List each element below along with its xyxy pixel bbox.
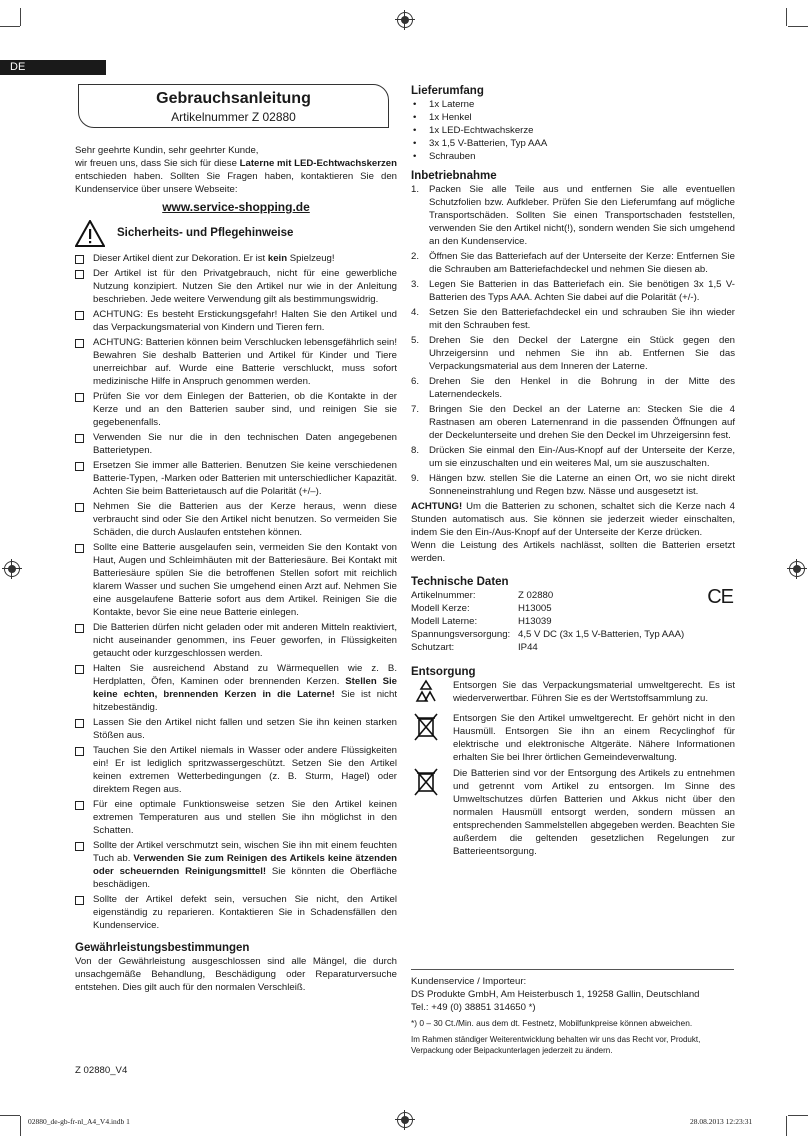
step-number: 8.: [411, 445, 420, 456]
safety-item: [75, 252, 397, 265]
crop-mark: [20, 1116, 21, 1136]
slug-right: 28.08.2013 12:23:31: [690, 1117, 753, 1126]
safety-text: Für eine optimale Funktionsweise setzen Sie den Artikel keinen extremen Temperaturen aus und stellen Sie ihn möglichst in den Schatten.: [93, 799, 397, 836]
safety-item: [75, 744, 397, 796]
safety-item: [75, 459, 397, 498]
tech-row: [411, 602, 684, 615]
intro-text: wir freuen uns, dass Sie sich für diese: [75, 158, 240, 169]
title-box: [78, 84, 389, 128]
registration-mark-icon: [397, 12, 413, 28]
step-text: Packen Sie alle Teile aus und entfernen Sie alle eventuellen Schutzfolien bzw. Aufkleber. Prüfen Sie den Lieferumfang auf mögliche Transportschäden. Sollten Sie einen Transportschaden feststellen, verwenden Sie den Artikel nicht(!), sondern wenden Sie sich umgehend an den Kundenservice.: [429, 184, 735, 247]
tech-value: H13039: [518, 616, 552, 627]
step-text: Legen Sie Batterien in das Batteriefach ein. Sie benötigen 3x 1,5 V-Batterien des Typs AAA. Achten Sie dabei auf die Polarität (+/-).: [429, 279, 735, 303]
scope-item: • 3x 1,5 V-Batterien, Typ AAA: [411, 137, 735, 150]
service-line: Kundenservice / Importeur:: [411, 976, 527, 987]
checkbox-icon: [75, 339, 84, 348]
crop-mark: [20, 8, 21, 26]
checkbox-icon: [75, 801, 84, 810]
safety-text: Sollte der Artikel defekt sein, versuchen Sie nicht, den Artikel eigenständig zu reparieren. Kontaktieren Sie in Schadensfällen den Kundenservice.: [93, 894, 397, 931]
checkbox-icon: [75, 896, 84, 905]
tech-value: IP44: [518, 642, 538, 653]
step-number: 2.: [411, 251, 420, 262]
note-text: Um die Batterien zu schonen, schaltet sich die Kerze nach 4 Stunden automatisch aus. Sie können sie jederzeit wieder einschalten, indem Sie den Ein-/Aus-Knopf auf der Unterseite der Kerze drücken.: [411, 501, 735, 538]
safety-list: [75, 252, 397, 932]
crop-mark: [788, 1115, 808, 1116]
safety-text: Verwenden Sie nur die in den technischen Daten angegebenen Batterietypen.: [93, 432, 397, 456]
safety-text: Der Artikel ist für den Privatgebrauch, nicht für eine gewerbliche Nutzung konzipiert. Nutzen Sie den Artikel nur wie in der Anleitung beschrieben. Jede weitere Verwendung gilt als bestimmungswidrig.: [93, 268, 397, 305]
setup-step: [411, 334, 735, 373]
safety-item: [75, 621, 397, 660]
registration-mark-icon: [789, 561, 805, 577]
step-text: Drehen Sie den Deckel der Latergne ein Stück gegen den Uhrzeigersinn und nehmen Sie ihn ab. Entfernen Sie das Verpackungsmaterial aus dem Inneren der Laterne.: [429, 335, 735, 372]
intro-text-2: entschieden haben. Sollten Sie Fragen haben, kontaktieren Sie den Kundenservice über unsere Webseite:: [75, 171, 397, 195]
registration-mark-icon: [397, 1112, 413, 1128]
step-text: Hängen bzw. stellen Sie die Laterne an einen Ort, wo sie nicht direkt Sonneneinstrahlung und Regen bzw. Nässe und ausgesetzt ist.: [429, 473, 735, 497]
checkbox-icon: [75, 311, 84, 320]
checkbox-icon: [75, 719, 84, 728]
step-text: Setzen Sie den Batteriefachdeckel ein und schrauben Sie ihn wieder mit den Schrauben fest.: [429, 307, 735, 331]
step-number: 9.: [411, 473, 420, 484]
intro-paragraph: [75, 157, 397, 196]
scope-item: • 1x LED-Echtwachskerze: [411, 124, 735, 137]
tech-key: Modell Kerze:: [411, 603, 470, 614]
safety-emphasis: Stellen Sie keine echten, brennenden Kerzen in die Laterne!: [93, 676, 397, 700]
scope-heading: Lieferumfang: [411, 85, 484, 97]
safety-text: ACHTUNG: Es besteht Erstickungsgefahr! Halten Sie den Artikel und das Verpackungsmaterial von Kindern und Tieren fern.: [93, 309, 397, 333]
scope-item: • 1x Laterne: [411, 98, 735, 111]
step-text: Drücken Sie einmal den Ein-/Aus-Knopf auf der Unterseite der Kerze, um sie einzuschalten und ein weiteres Mal, um sie auszuschalten.: [429, 445, 735, 469]
checkbox-icon: [75, 434, 84, 443]
safety-item: [75, 716, 397, 742]
divider: [411, 969, 734, 970]
safety-text: Die Batterien dürfen nicht geladen oder mit anderen Mitteln reaktiviert, nicht auseinander genommen, ins Feuer geworfen, in Flüssigkeiten getaucht oder kurzgeschlossen werden.: [93, 622, 397, 659]
tech-key: Spannungsversorgung:: [411, 629, 511, 640]
safety-text: Prüfen Sie vor dem Einlegen der Batterien, ob die Kontakte in der Kerze und an den Batterien sauber sind, und reinigen Sie sie gegebenenfalls.: [93, 391, 397, 428]
setup-step: [411, 278, 735, 304]
step-number: 6.: [411, 376, 420, 387]
recycle-icon: [413, 679, 439, 705]
safety-emphasis: kein: [267, 253, 288, 264]
checkbox-icon: [75, 544, 84, 553]
step-number: 5.: [411, 335, 420, 346]
crop-mark: [0, 26, 20, 27]
doc-code: Z 02880_V4: [75, 1065, 128, 1076]
safety-text: Tauchen Sie den Artikel niemals in Wasser oder andere Flüssigkeiten ein! Er ist lediglich spritzwassergeschützt. Setzen Sie den Artikel keinen extremen Wetterbedingungen (z. B. Sturm, Hagel) oder direktem Regen aus.: [93, 745, 397, 795]
registration-mark-icon: [4, 561, 20, 577]
safety-item: [75, 431, 397, 457]
tech-value: H13005: [518, 603, 552, 614]
service-line: DS Produkte GmbH, Am Heisterbusch 1, 19258 Gallin, Deutschland: [411, 989, 700, 1000]
checkbox-icon: [75, 393, 84, 402]
step-text: Drehen Sie den Henkel in die Bohrung in der Mitte des Laternendeckels.: [429, 376, 735, 400]
warranty-heading: Gewährleistungsbestimmungen: [75, 942, 250, 954]
disposal-batteries-text: Die Batterien sind vor der Entsorgung des Artikels zu entnehmen und getrennt vom Artikel zu entsorgen. Im Sinne des Umweltschutzes dürfen Batterien und Akkus nicht über den normalen Hausmüll entsorgt werden, sondern müssen an entsprechenden Sammelstellen abgegeben werden. Beachten Sie außerdem die geltenden gesetzlichen Regelungen zur Batterieentsorgung.: [453, 768, 735, 857]
setup-step: [411, 403, 735, 442]
checkbox-icon: [75, 503, 84, 512]
step-number: 1.: [411, 184, 420, 195]
setup-note: [411, 500, 735, 539]
article-number: Artikelnummer Z 02880: [171, 110, 296, 124]
step-number: 7.: [411, 404, 420, 415]
warning-icon: [75, 220, 105, 247]
language-tab: DE: [0, 60, 106, 75]
safety-item: [75, 267, 397, 306]
intro-product: Laterne mit LED-Echtwachskerzen: [239, 158, 397, 169]
setup-list: [411, 183, 735, 498]
tech-key: Schutzart:: [411, 642, 455, 653]
safety-emphasis: Verwenden Sie zum Reinigen des Artikels keine ätzenden oder scheuernden Reinigungsmittel!: [93, 853, 398, 877]
greeting: Sehr geehrte Kundin, sehr geehrter Kunde,: [75, 145, 259, 156]
disposal-batteries: [411, 767, 735, 858]
service-note: *) 0 – 30 Ct./Min. aus dem dt. Festnetz, Mobilfunkpreise können abweichen.: [411, 1018, 693, 1028]
tech-key: Artikelnummer:: [411, 590, 476, 601]
safety-text: Lassen Sie den Artikel nicht fallen und setzen Sie ihn keinen starken Stößen aus.: [93, 717, 397, 741]
safety-text-end: Sie könnten die Oberfläche beschädigen.: [93, 866, 397, 890]
safety-text: Ersetzen Sie immer alle Batterien. Benutzen Sie keine verschiedenen Batterie-Typen, -Marken oder Batterien mit unterschiedlicher Kapazität. Achten Sie beim Batterietausch auf die Polarität (+/–).: [93, 460, 397, 497]
crop-mark: [788, 26, 808, 27]
safety-item: [75, 390, 397, 429]
safety-item: [75, 308, 397, 334]
tech-row: [411, 628, 684, 641]
page-title: Gebrauchsanleitung: [156, 90, 311, 107]
disposal-packaging: [411, 679, 735, 709]
setup-note-2: Wenn die Leistung des Artikels nachlässt, sollten die Batterien ersetzt werden.: [411, 540, 735, 564]
tech-heading: Technische Daten: [411, 576, 509, 588]
safety-item: [75, 336, 397, 388]
safety-item: [75, 662, 397, 714]
step-number: 3.: [411, 279, 420, 290]
disposal-packaging-text: Entsorgen Sie das Verpackungsmaterial umweltgerecht. Es ist wiederverwertbar. Führen Sie es der Wertstoffsammlung zu.: [453, 680, 735, 704]
tech-table: [411, 589, 684, 654]
setup-step: [411, 183, 735, 248]
service-disclaimer: Im Rahmen ständiger Weiterentwicklung behalten wir uns das Recht vor, Produkt, Verpackung oder Beipackunterlagen jederzeit zu ändern.: [411, 1035, 701, 1055]
safety-text: ACHTUNG: Batterien können beim Verschlucken lebensgefährlich sein! Bewahren Sie deshalb Batterien und Artikel für Kinder und Tiere unerreichbar auf. Wurde eine Batterie verschluckt, muss sofort medizinische Hilfe in Anspruch genommen werden.: [93, 337, 397, 387]
setup-step: [411, 375, 735, 401]
tech-row: [411, 615, 684, 628]
checkbox-icon: [75, 665, 84, 674]
slug-left: 02880_de-gb-fr-nl_A4_V4.indb 1: [28, 1117, 130, 1126]
scope-item: • Schrauben: [411, 150, 735, 163]
service-line: Tel.: +49 (0) 38851 314650 *): [411, 1002, 536, 1013]
disposal-heading: Entsorgung: [411, 666, 476, 678]
tech-value: 4,5 V DC (3x 1,5 V-Batterien, Typ AAA): [518, 629, 685, 640]
safety-heading: Sicherheits- und Pflegehinweise: [117, 227, 294, 239]
left-column: [75, 144, 397, 994]
service-block: [411, 975, 735, 1056]
checkbox-icon: [75, 255, 84, 264]
disposal-device-text: Entsorgen Sie den Artikel umweltgerecht. Er gehört nicht in den Hausmüll. Entsorgen Sie ihn an einem Recyclinghof für elektrische und elektronische Altgeräte. Nähere Informationen erhalten Sie bei Ihrer örtlichen Gemeindeverwaltung.: [453, 713, 735, 763]
crossed-bin-icon: [413, 712, 439, 742]
safety-item: [75, 893, 397, 932]
battery-bin-icon: [413, 767, 439, 797]
safety-text: Dieser Artikel dient zur Dekoration. Er ist: [93, 253, 268, 264]
checkbox-icon: [75, 747, 84, 756]
safety-header: [75, 220, 397, 250]
checkbox-icon: [75, 462, 84, 471]
step-text: Bringen Sie den Deckel an der Laterne an: Stecken Sie die 4 Rastnasen am oberen Laternenrand in die passenden Öffnungen auf der Deckelunterseite und drehen Sie den Deckel im Uhrzeigersinn fest.: [429, 404, 735, 441]
setup-step: [411, 444, 735, 470]
tech-key: Modell Laterne:: [411, 616, 478, 627]
crop-mark: [786, 8, 787, 26]
safety-text: Halten Sie ausreichend Abstand zu Wärmequellen wie z. B. Herdplatten, Öfen, Kaminen oder brennenden Kerzen.: [93, 663, 397, 687]
checkbox-icon: [75, 270, 84, 279]
setup-step: [411, 250, 735, 276]
safety-text: Sollte eine Batterie ausgelaufen sein, vermeiden Sie den Kontakt von Haut, Augen und Schleimhäuten mit der Batteriesäure. Bei Kontakt mit Batteriesäure spülen Sie die betroffenen Stellen sofort mit reichlich klarem Wasser und suchen Sie umgehend einen Arzt auf. Nehmen Sie eine ausgelaufene Batterie sofort aus dem Artikel. Reinigen Sie die Kontakte, bevor Sie eine neue Batterie einlegen.: [93, 542, 397, 618]
checkbox-icon: [75, 624, 84, 633]
safety-item: [75, 500, 397, 539]
safety-text: Nehmen Sie die Batterien aus der Kerze heraus, wenn diese verbraucht sind oder Sie den Artikel nicht benutzen. So vermeiden Sie Schäden, die durch Auslaufen entstehen können.: [93, 501, 397, 538]
safety-item: [75, 541, 397, 619]
right-column: [411, 85, 735, 858]
warranty-text: Von der Gewährleistung ausgeschlossen sind alle Mängel, die durch unsachgemäße Behandlung, Beschädigung oder Reparaturversuche entstehen. Dies gilt auch für den normalen Verschleiß.: [75, 956, 397, 993]
checkbox-icon: [75, 842, 84, 851]
step-number: 4.: [411, 307, 420, 318]
tech-row: [411, 641, 684, 654]
disposal-device: [411, 712, 735, 764]
safety-item: [75, 798, 397, 837]
note-label: ACHTUNG!: [411, 501, 463, 512]
scope-list: [411, 98, 735, 163]
crop-mark: [0, 1115, 20, 1116]
safety-text: Sollte der Artikel verschmutzt sein, wischen Sie ihn mit einem feuchten Tuch ab.: [93, 840, 397, 864]
setup-step: [411, 472, 735, 498]
safety-text-end: Sie ist nicht hitzebeständig.: [93, 689, 397, 713]
setup-heading: Inbetriebnahme: [411, 170, 497, 182]
setup-step: [411, 306, 735, 332]
safety-item: [75, 839, 397, 891]
tech-row: [411, 589, 684, 602]
tech-value: Z 02880: [518, 590, 554, 601]
safety-text-end: Spielzeug!: [287, 253, 335, 264]
scope-item: • 1x Henkel: [411, 111, 735, 124]
crop-mark: [786, 1116, 787, 1136]
website-link[interactable]: www.service-shopping.de: [162, 200, 310, 214]
ce-mark: CE: [707, 586, 733, 608]
step-text: Öffnen Sie das Batteriefach auf der Unterseite der Kerze: Entfernen Sie die Schrauben am Batteriefachdeckel und nehmen Sie diesen ab.: [429, 251, 735, 275]
